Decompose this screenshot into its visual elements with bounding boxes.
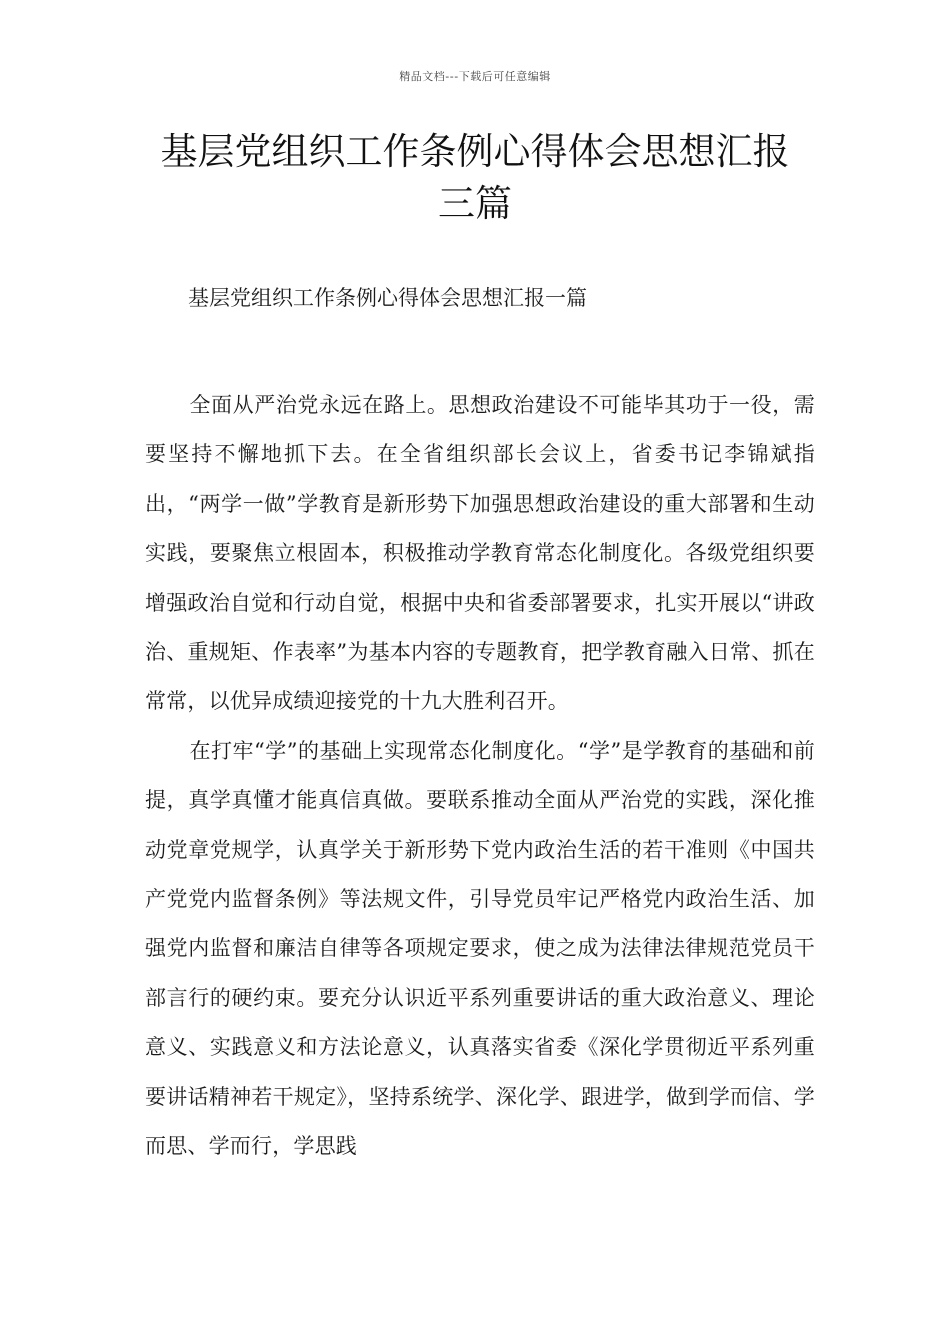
section-subtitle: 基层党组织工作条例心得体会思想汇报一篇 xyxy=(188,286,587,310)
paragraph-1: 全面从严治党永远在路上。思想政治建设不可能毕其功于一役，需要坚持不懈地抓下去。在全省组织部长会议上，省委书记李锦斌指出，“两学一做”学教育是新形势下加强思想政治建设的重大部署和生动实践，要聚焦立根固本，积极推动学教育常态化制度化。各级党组织要增强政治自觉和行动自觉，根据中央和省委部署要求，扎实开展以“讲政治、重规矩、作表率”为基本内容的专题教育，把学教育融入日常、抓在常常，以优异成绩迎接党的十九大胜利召开。 xyxy=(145,393,815,714)
paragraph-2: 在打牢“学”的基础上实现常态化制度化。“学”是学教育的基础和前提，真学真懂才能真信真做。要联系推动全面从严治党的实践，深化推动党章党规学，认真学关于新形势下党内政治生活的若干准则《中国共产党党内监督条例》等法规文件，引导党员牢记严格党内政治生活、加强党内监督和廉洁自律等各项规定要求，使之成为法律法律规范党员干部言行的硬约束。要充分认识近平系列重要讲话的重大政治意义、理论意义、实践意义和方法论意义，认真落实省委《深化学贯彻近平系列重要讲话精神若干规定》，坚持系统学、深化学、跟进学，做到学而信、学而思、学而行，学思践 xyxy=(145,738,815,1159)
header-note: 精品文档---下载后可任意编辑 xyxy=(399,70,551,83)
title-line-1: 基层党组织工作条例心得体会思想汇报 xyxy=(160,130,790,173)
title-line-2: 三篇 xyxy=(438,182,512,225)
document-title xyxy=(140,126,810,230)
body-text xyxy=(145,381,815,1172)
